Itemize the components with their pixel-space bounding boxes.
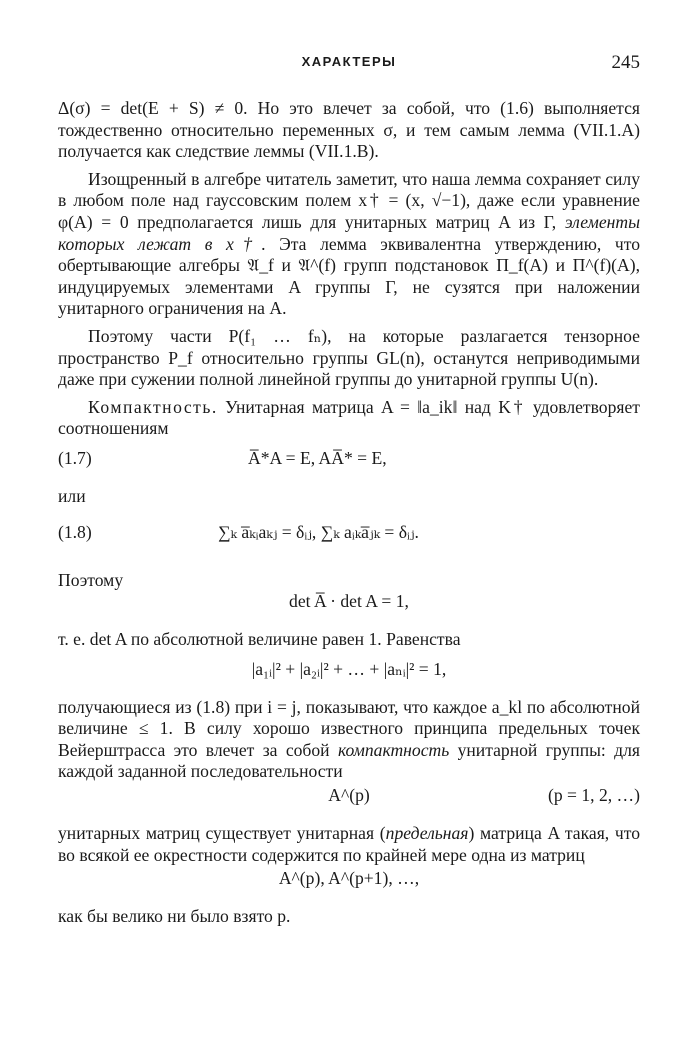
determinant-equation [58,591,640,621]
running-title: ХАРАКТЕРЫ [301,54,397,69]
paragraph-5: т. е. det A по абсолютной величине равен 1. Равенства [58,629,461,650]
absolute-sum-equation [58,659,640,689]
paragraph-2 [58,169,640,320]
equation-1-8-expression: ∑ₖ a̅ₖᵢaₖⱼ = δᵢⱼ, ∑ₖ aᵢₖa̅ⱼₖ = δᵢⱼ. [218,521,419,542]
compactness-heading: Компактность. [88,396,218,417]
determinant-expression: det A̅ · det A = 1, [289,591,409,612]
paragraph-2-italic: элементы которых лежат в x† [58,211,640,254]
paragraph-2-part-a: Изощренный в алгебре читатель заметит, что наша лемма сохраняет силу в любом поле над гауссовским полем x† = (x, √−1), даже если уравнение φ(A) = 0 предполагается лишь для унитарных матриц A из Γ, [58,168,640,232]
sequence-equation [58,785,640,815]
sequence-expression: A^(p) [328,785,370,806]
paragraph-7-part-a: унитарных матриц существует унитарная ( [58,823,386,844]
equation-1-7 [58,448,640,478]
paragraph-3: Поэтому части P(f₁ … fₙ), на которые разлагается тензорное пространство P_f относительно группы GL(n), останутся неприводимыми даже при сужении полной линейной группы до унитарной группы U(n). [58,325,640,390]
therefore-word: Поэтому [58,569,124,590]
paragraph-1: Δ(σ) = det(E + S) ≠ 0. Но это влечет за собой, что (1.6) выполняется тождественно относительно переменных σ, и тем самым лемма (VII.1.A) получается как следствие леммы (VII.1.B). [58,98,640,162]
paragraph-2-part-b: . Эта лемма эквивалентна утверждению, что обертывающие алгебры 𝔄_f и 𝔄^(f) групп подстановок Π_f(A) и Π^(f)(A), индуцируемых элементами A группы Γ, не сузятся при наложении унитарного ограничения на A. [58,233,640,319]
page-header [58,54,640,78]
matrix-list-expression: A^(p), A^(p+1), …, [278,868,420,889]
paragraph-8: как бы велико ни было взято p. [58,906,291,927]
equation-number-1-7: (1.7) [58,447,92,468]
or-word: или [58,485,86,506]
page-number: 245 [611,52,640,73]
paragraph-6-part-a: получающиеся из (1.8) при i = j, показывают, что каждое a_kl по абсолютной величине ≤ 1. В силу хорошо известного принципа предельных точек Вейерштрасса это влечет за собой [58,696,640,760]
paragraph-7 [58,823,640,866]
matrix-list-equation [58,868,640,898]
equation-number-1-8: (1.8) [58,521,92,542]
paragraph-6-italic: компактность [337,739,450,760]
paragraph-6-part-b: унитарной группы: для каждой заданной последовательности [58,739,640,782]
sequence-range: (p = 1, 2, …) [547,785,640,806]
equation-1-7-expression: A̅*A = E, AA̅* = E, [248,447,387,468]
paragraph-7-part-b: ) матрица A такая, что во всякой ее окрестности содержится по крайней мере одна из матриц [58,823,640,865]
paragraph-4 [58,397,640,440]
absolute-sum-expression: |a₁ᵢ|² + |a₂ᵢ|² + … + |aₙᵢ|² = 1, [251,658,447,679]
paragraph-6 [58,697,640,783]
page-body [58,98,640,928]
paragraph-7-italic: предельная [385,823,469,844]
paragraph-4-rest: Унитарная матрица A = ‖a_ik‖ над K† удовлетворяет соотношениям [58,396,640,439]
equation-1-8 [58,516,640,562]
